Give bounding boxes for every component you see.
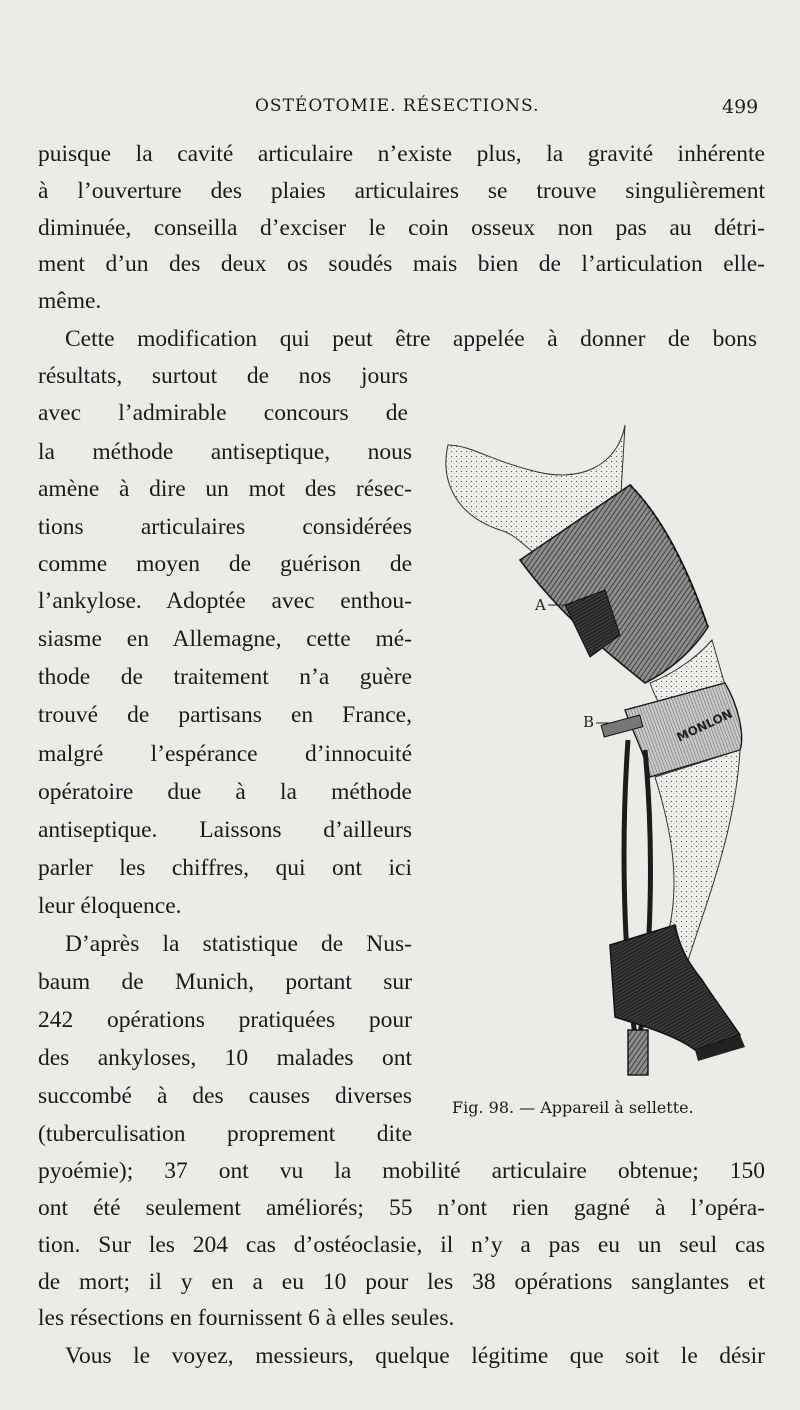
text-line: pyoémie); 37 ont vu la mobilité articulaire obtenue; 150 bbox=[38, 1158, 765, 1184]
text-line: la méthode antiseptique, nous bbox=[38, 439, 412, 465]
text-line: diminuée, conseilla d’exciser le coin osseux non pas au détri- bbox=[38, 215, 765, 241]
text-line: comme moyen de guérison de bbox=[38, 551, 412, 577]
label-b: B bbox=[583, 713, 595, 731]
text-line: malgré l’espérance d’innocuité bbox=[38, 741, 412, 767]
sellette-foot bbox=[628, 1030, 648, 1075]
page-number: 499 bbox=[722, 96, 759, 118]
text-line: puisque la cavité articulaire n’existe plus, la gravité inhérente bbox=[38, 141, 765, 167]
figure-caption: Fig. 98. — Appareil à sellette. bbox=[452, 1098, 694, 1117]
text-line: siasme en Allemagne, cette mé- bbox=[38, 626, 412, 652]
text-line: baum de Munich, portant sur bbox=[38, 969, 412, 995]
text-line: de mort; il y en a eu 10 pour les 38 opérations sanglantes et bbox=[38, 1269, 765, 1295]
text-line: même. bbox=[38, 288, 102, 314]
text-line: résultats, surtout de nos jours bbox=[38, 363, 408, 389]
running-header bbox=[0, 96, 800, 126]
text-line: trouvé de partisans en France, bbox=[38, 702, 412, 728]
label-a: A bbox=[535, 596, 546, 614]
text-line: succombé à des causes diverses bbox=[38, 1083, 412, 1109]
figure-leg-brace-illustration bbox=[440, 405, 780, 1090]
text-line: Cette modification qui peut être appelée à donner de bons bbox=[65, 326, 757, 352]
text-line: D’après la statistique de Nus- bbox=[65, 931, 412, 957]
text-line: Vous le voyez, messieurs, quelque légitime que soit le désir bbox=[65, 1343, 765, 1369]
text-line: à l’ouverture des plaies articulaires se trouve singulièrement bbox=[38, 178, 765, 204]
running-title: OSTÉOTOMIE. RÉSECTIONS. bbox=[255, 96, 540, 116]
text-line: (tuberculisation proprement dite bbox=[38, 1121, 412, 1147]
text-line: 242 opérations pratiquées pour bbox=[38, 1007, 412, 1033]
text-line: des ankyloses, 10 malades ont bbox=[38, 1045, 412, 1071]
text-line: amène à dire un mot des résec- bbox=[38, 476, 412, 502]
text-line: avec l’admirable concours de bbox=[38, 400, 408, 426]
text-line: tions articulaires considérées bbox=[38, 514, 412, 540]
text-line: parler les chiffres, qui ont ici bbox=[38, 855, 412, 881]
text-line: ont été seulement améliorés; 55 n’ont rien gagné à l’opéra- bbox=[38, 1195, 765, 1221]
text-line: opératoire due à la méthode bbox=[38, 779, 412, 805]
text-line: antiseptique. Laissons d’ailleurs bbox=[38, 817, 412, 843]
text-line: les résections en fournissent 6 à elles seules. bbox=[38, 1305, 455, 1331]
text-line: tion. Sur les 204 cas d’ostéoclasie, il n’y a pas eu un seul cas bbox=[38, 1232, 765, 1258]
text-line: ment d’un des deux os soudés mais bien de l’articulation elle- bbox=[38, 251, 765, 277]
strap-lettering: MONLON bbox=[674, 706, 735, 745]
text-line: leur éloquence. bbox=[38, 893, 182, 919]
text-line: l’ankylose. Adoptée avec enthou- bbox=[38, 588, 412, 614]
text-line: thode de traitement n’a guère bbox=[38, 664, 412, 690]
